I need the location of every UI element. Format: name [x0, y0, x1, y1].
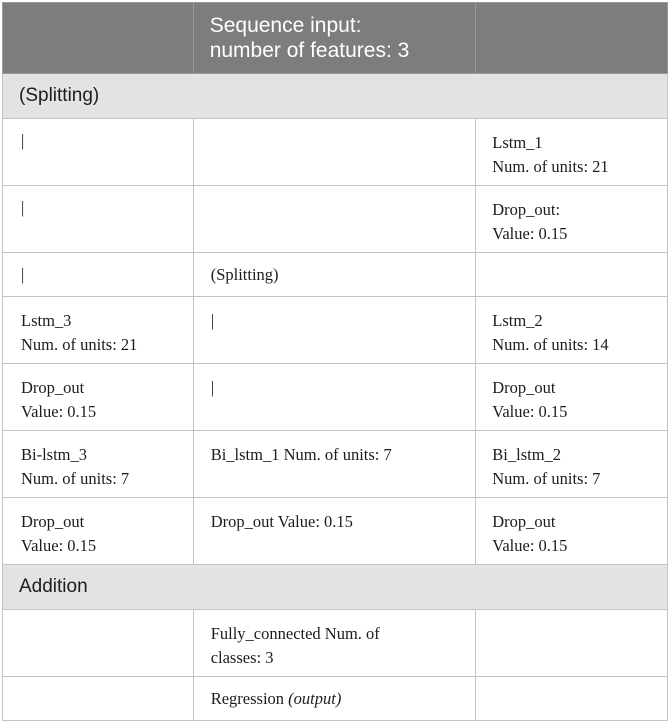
- layer-param: Value: 0.15: [492, 224, 568, 243]
- table-cell: [476, 186, 668, 253]
- layer-param: classes: 3: [210, 648, 274, 667]
- cell-text: [194, 186, 476, 198]
- table-cell: [476, 297, 668, 364]
- layer-param: Value: 0.15: [492, 402, 568, 421]
- header-title-line-2: number of features: 3: [209, 39, 410, 62]
- layer-param: Num. of units: 7: [492, 469, 601, 488]
- table-cell: [193, 610, 476, 677]
- table-cell: [193, 364, 476, 431]
- layer-param: Value: 0.15: [492, 536, 568, 555]
- table-row: [3, 498, 668, 565]
- section-label-cell: [3, 565, 668, 610]
- section-label-cell: [3, 74, 668, 119]
- table-cell: [476, 610, 668, 677]
- table-cell: [476, 677, 668, 721]
- table-cell: [476, 364, 668, 431]
- header-cell-empty-left: [3, 3, 194, 74]
- table-cell: [476, 119, 668, 186]
- layer-name: Drop_out:: [492, 200, 561, 219]
- table-cell: [193, 253, 476, 297]
- header-cell-empty-right: [476, 3, 668, 74]
- architecture-table: [2, 2, 668, 721]
- table-row: [3, 677, 668, 721]
- table-cell: [3, 253, 194, 297]
- table-cell: [476, 431, 668, 498]
- layer-description: Drop_out Value: 0.15: [210, 512, 353, 531]
- table-header-row: [3, 3, 668, 74]
- header-cell-title: [193, 3, 476, 74]
- splitting-label: (Splitting): [210, 265, 279, 284]
- layer-description: Bi_lstm_1 Num. of units: 7: [210, 445, 392, 464]
- layer-param: Value: 0.15: [21, 402, 97, 421]
- connector-mark: |: [21, 131, 25, 150]
- connector-mark: |: [210, 311, 215, 330]
- table-cell: [3, 610, 194, 677]
- section-row-splitting: [3, 74, 668, 119]
- layer-name: Fully_connected Num. of: [210, 624, 380, 643]
- section-label-splitting: (Splitting): [19, 85, 100, 106]
- table-cell: [193, 119, 476, 186]
- layer-name: Drop_out: [21, 512, 85, 531]
- layer-name: Drop_out: [492, 512, 556, 531]
- cell-text: [476, 253, 667, 265]
- table-cell: [193, 297, 476, 364]
- connector-mark: |: [21, 265, 25, 284]
- table-cell: [3, 498, 194, 565]
- layer-name: Lstm_3: [21, 311, 72, 330]
- layer-name: Bi-lstm_3: [21, 445, 88, 464]
- section-label-addition: Addition: [19, 576, 88, 597]
- output-note: (output): [288, 689, 342, 708]
- table-row: [3, 297, 668, 364]
- table-cell: [3, 364, 194, 431]
- layer-name: Drop_out: [492, 378, 556, 397]
- connector-mark: |: [21, 198, 25, 217]
- layer-param: Value: 0.15: [21, 536, 97, 555]
- table-cell: [193, 186, 476, 253]
- table-cell: [193, 677, 476, 721]
- table-cell: [3, 186, 194, 253]
- table-cell: [476, 498, 668, 565]
- table-cell: [3, 677, 194, 721]
- table-row: [3, 364, 668, 431]
- layer-name: Lstm_2: [492, 311, 543, 330]
- section-row-addition: [3, 565, 668, 610]
- layer-param: Num. of units: 7: [21, 469, 130, 488]
- table-cell: [193, 498, 476, 565]
- table-cell: [476, 253, 668, 297]
- connector-mark: |: [210, 378, 215, 397]
- header-title-line-1: Sequence input:: [209, 14, 362, 37]
- table-cell: [3, 431, 194, 498]
- layer-name: Lstm_1: [492, 133, 543, 152]
- layer-name: Drop_out: [21, 378, 85, 397]
- regression-label: Regression: [210, 689, 289, 708]
- layer-param: Num. of units: 21: [492, 157, 609, 176]
- layer-param: Num. of units: 14: [492, 335, 609, 354]
- table-cell: [3, 119, 194, 186]
- table-cell: [193, 431, 476, 498]
- table-row: [3, 253, 668, 297]
- table-cell: [3, 297, 194, 364]
- table-row: [3, 610, 668, 677]
- cell-text: [194, 119, 476, 131]
- table-row: [3, 119, 668, 186]
- layer-param: Num. of units: 21: [21, 335, 138, 354]
- table-row: [3, 186, 668, 253]
- table-row: [3, 431, 668, 498]
- layer-name: Bi_lstm_2: [492, 445, 562, 464]
